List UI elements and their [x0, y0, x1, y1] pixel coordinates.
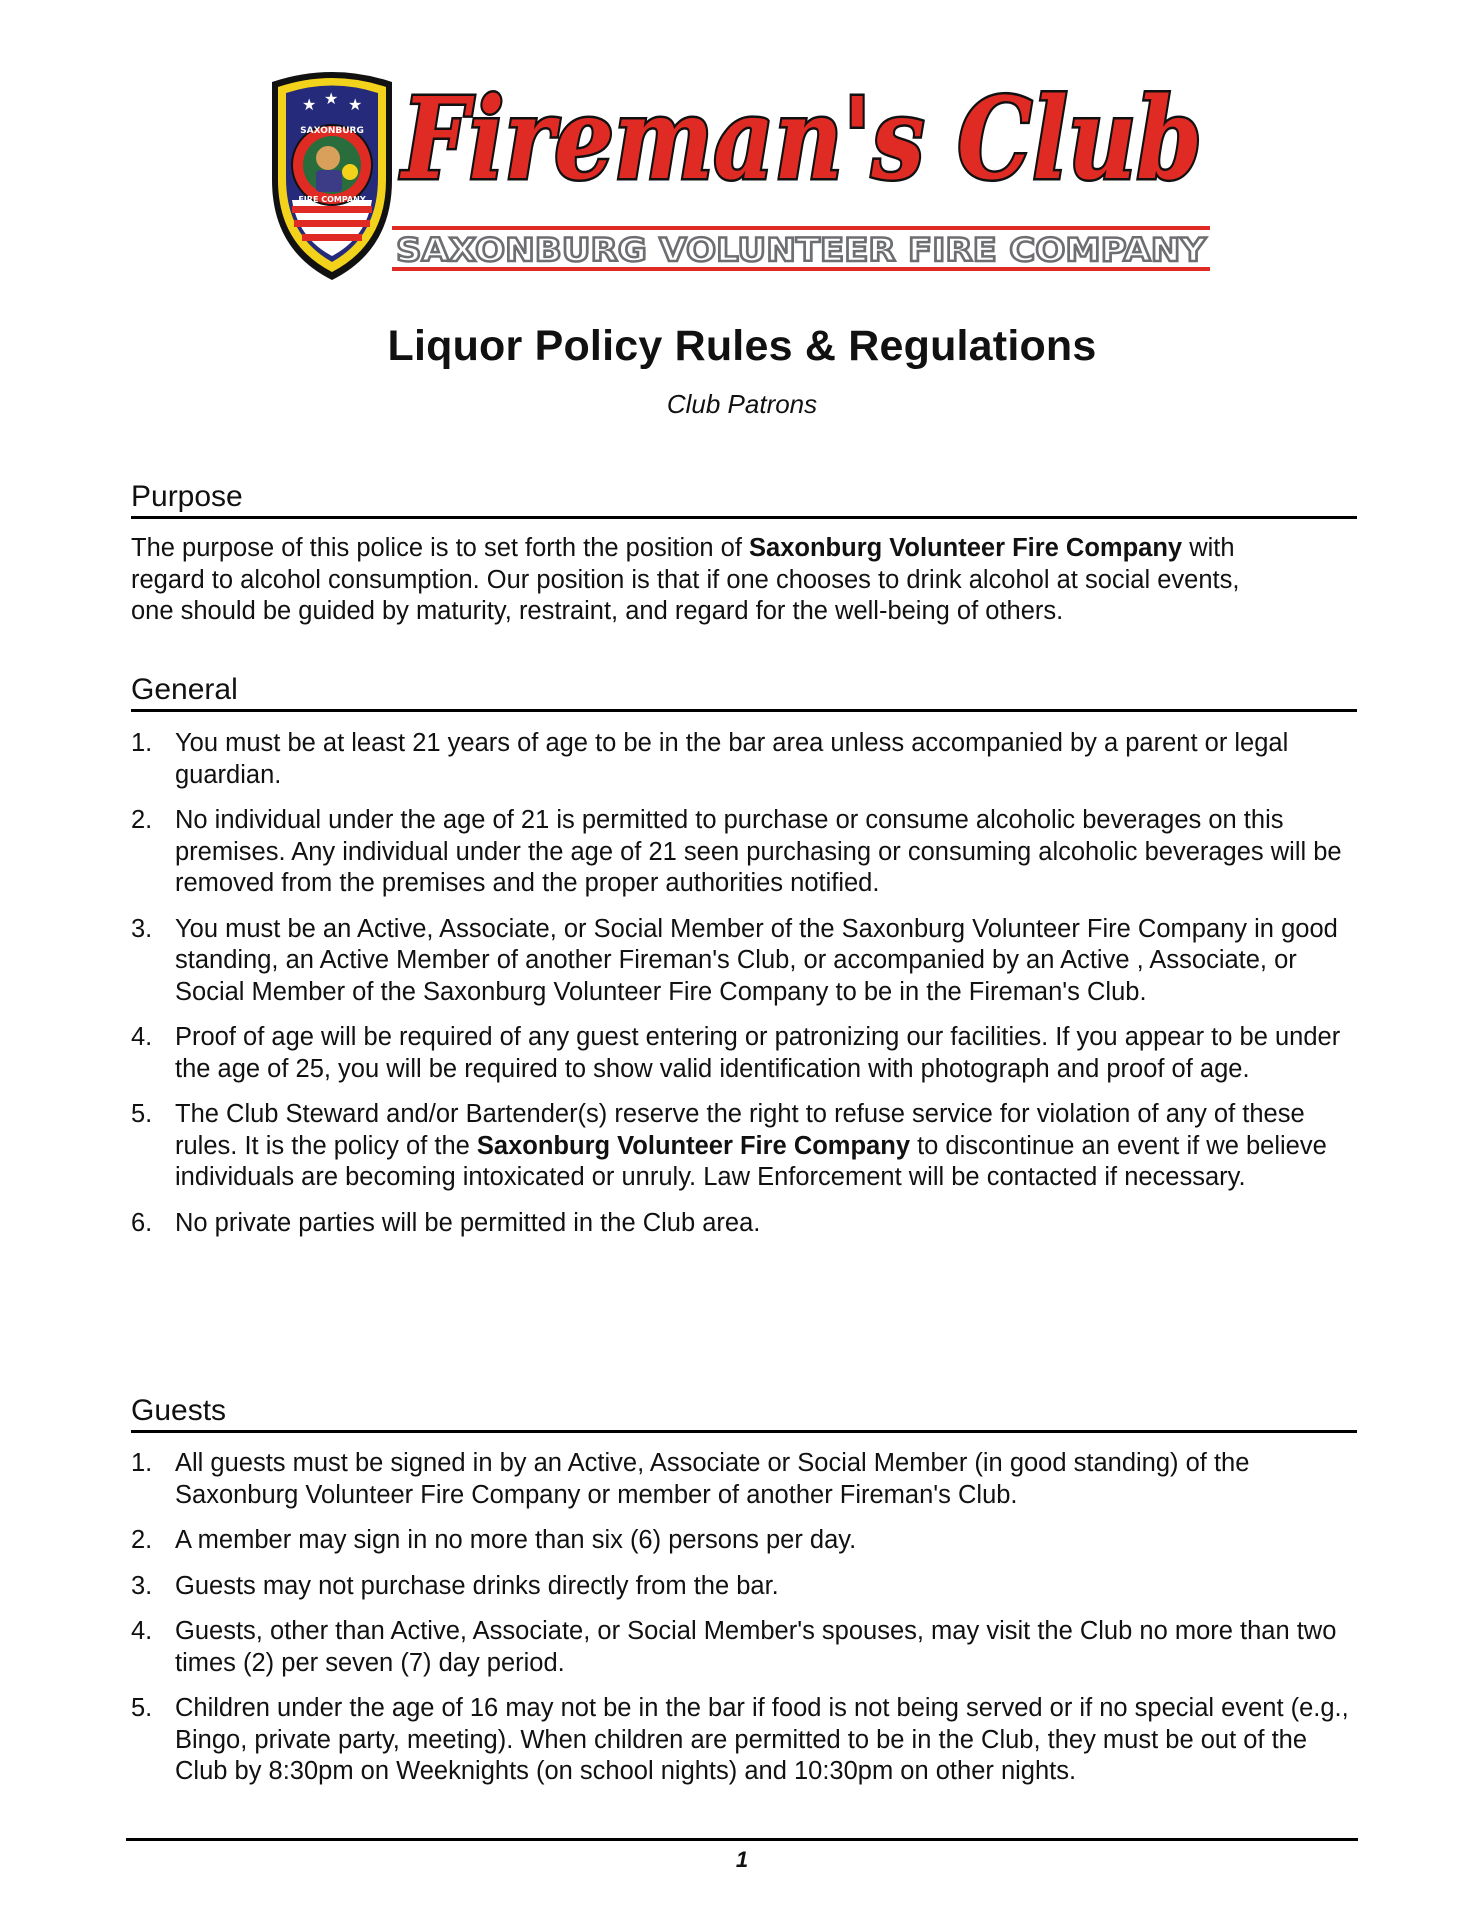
section-heading-purpose: Purpose: [131, 478, 1357, 519]
list-item: [131, 1616, 1357, 1679]
shield-badge-icon: [272, 72, 392, 280]
item-number: 3.: [131, 914, 153, 943]
purpose-paragraph: [131, 533, 1341, 628]
page-number: 1: [735, 1847, 749, 1872]
item-number: 4.: [131, 1617, 153, 1645]
item-number: 3.: [131, 1571, 153, 1600]
svg-text:★: ★: [302, 95, 317, 114]
logo-wordmark: Fireman's Club: [399, 74, 1202, 205]
list-item: [131, 728, 1357, 791]
badge-text-bottom: FIRE COMPANY: [298, 195, 366, 204]
item-number: 4.: [131, 1023, 153, 1051]
item-text: You must be at least 21 years of age to be in the bar area unless accompanied by a parent or legal guardian.: [175, 729, 1289, 789]
item-text: No private parties will be permitted in the Club area.: [175, 1208, 761, 1237]
footer-divider: [126, 1838, 1358, 1841]
item-text: Guests may not purchase drinks directly from the bar.: [175, 1571, 779, 1600]
list-item: [131, 1022, 1357, 1085]
purpose-text: The purpose of this police is to set forth the position of: [131, 534, 750, 562]
item-number: 5.: [131, 1100, 153, 1128]
item-text: All guests must be signed in by an Active, Associate or Social Member (in good standing) of the Saxonburg Volunteer Fire Company or member of another Fireman's Club.: [175, 1449, 1250, 1509]
logo-subtitle: SAXONBURG VOLUNTEER FIRE COMPANY: [396, 231, 1207, 269]
svg-text:★: ★: [348, 95, 363, 114]
badge-text-top: SAXONBURG: [300, 126, 364, 136]
item-text: Children under the age of 16 may not be in the bar if food is not being served or if no special event (e.g., Bingo, private party, meeting). When children are permitted to be in the Club, they must be out of the Club by 8:30pm on Weeknights (on school nights) and 10:30pm on other nights.: [175, 1694, 1349, 1785]
item-number: 1.: [131, 729, 153, 757]
purpose-text: regard to alcohol consumption. Our position is that if one chooses to drink alcohol at social events,: [131, 565, 1240, 594]
list-item: [131, 1525, 1357, 1557]
item-text: You must be an Active, Associate, or Social Member of the Saxonburg Volunteer Fire Company in good standing, an Active Member of another Fireman's Club, or accompanied by an Active , Associate, or Social Member of the Saxonburg Volunteer Fire Company to be in the Fireman's Club.: [175, 914, 1338, 1006]
page-subtitle: Club Patrons: [666, 389, 818, 419]
item-text: to discontinue an event if we believe individuals are becoming intoxicated or unruly. Law Enforcement will be contacted if necessary.: [175, 1131, 1327, 1191]
svg-text:★: ★: [324, 89, 339, 108]
purpose-text: one should be guided by maturity, restraint, and regard for the well-being of others.: [131, 597, 1064, 625]
item-text: No individual under the age of 21 is permitted to purchase or consume alcoholic beverages on this premises. Any individual under the age of 21 seen purchasing or consuming alcoholic beverages will be removed from the premises and the proper authorities notified.: [175, 806, 1342, 897]
section-heading-general: General: [131, 671, 1357, 712]
item-number: 2.: [131, 1526, 153, 1554]
item-number: 1.: [131, 1449, 153, 1477]
list-item: [131, 1693, 1357, 1788]
list-item: [131, 805, 1357, 900]
item-text: The Club Steward and/or Bartender(s) reserve the right to refuse service for violation of any of these rules. It is the policy of the: [175, 1100, 1305, 1160]
list-item: [131, 1571, 1357, 1603]
general-rules-list: [131, 728, 1357, 1253]
firemans-club-logo: [262, 60, 1212, 290]
section-heading-guests: Guests: [131, 1392, 1357, 1433]
item-number: 5.: [131, 1694, 153, 1722]
item-number: 2.: [131, 806, 153, 834]
list-item: [131, 1099, 1357, 1194]
list-item: [131, 1448, 1357, 1511]
purpose-text: with: [1182, 534, 1235, 562]
item-text: Guests, other than Active, Associate, or Social Member's spouses, may visit the Club no more than two times (2) per seven (7) day period.: [175, 1617, 1337, 1677]
item-number: 6.: [131, 1208, 153, 1237]
item-text: A member may sign in no more than six (6) persons per day.: [175, 1526, 857, 1554]
purpose-org-name: Saxonburg Volunteer Fire Company: [749, 534, 1183, 562]
item-text: Proof of age will be required of any guest entering or patronizing our facilities. If you appear to be under the age of 25, you will be required to show valid identification with photograph and proof of age.: [175, 1023, 1341, 1083]
page-title: Liquor Policy Rules & Regulations: [387, 322, 1097, 370]
item-org-name: Saxonburg Volunteer Fire Company: [476, 1131, 910, 1160]
list-item: [131, 914, 1357, 1009]
guests-rules-list: [131, 1448, 1357, 1802]
list-item: [131, 1208, 1357, 1240]
